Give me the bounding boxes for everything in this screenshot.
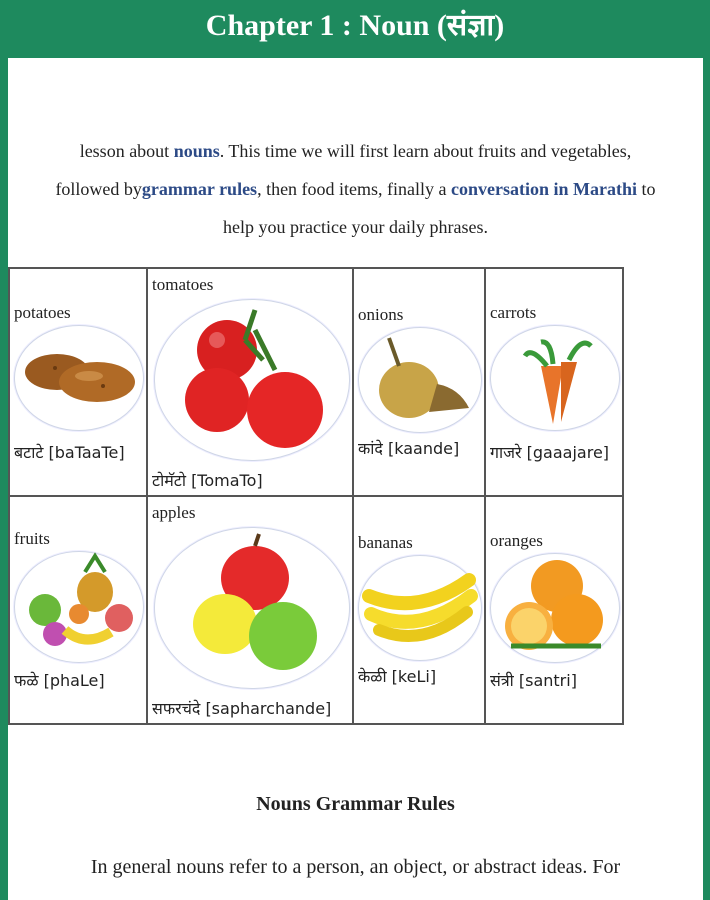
bananas-icon — [358, 555, 482, 661]
marathi-word: केळी [keLi] — [358, 667, 437, 686]
marathi-word: संत्री [santri] — [490, 671, 577, 690]
english-word: fruits — [14, 529, 50, 548]
english-word: carrots — [490, 303, 537, 322]
english-word: tomatoes — [152, 275, 214, 294]
grammar-paragraph: In general nouns refer to a person, an object, or abstract ideas. For — [90, 856, 621, 878]
marathi-word: गाजरे [gaaajare] — [490, 443, 610, 462]
fruits-icon — [14, 551, 144, 663]
english-word: bananas — [358, 533, 413, 552]
intro-paragraph — [8, 132, 703, 246]
vocab-cell-bananas — [353, 496, 485, 724]
vocabulary-table — [8, 267, 624, 725]
oranges-icon — [490, 553, 620, 663]
english-word: onions — [358, 305, 404, 324]
chapter-title: Chapter 1 : Noun (संज्ञा) — [205, 9, 505, 42]
intro-text: lesson about — [79, 141, 174, 161]
vocab-cell-potatoes — [9, 268, 147, 496]
marathi-word: टोमॅटो [TomaTo] — [152, 471, 263, 490]
potatoes-icon — [14, 325, 144, 431]
english-word: oranges — [490, 531, 543, 550]
vocab-cell-apples — [147, 496, 353, 724]
page-header — [0, 0, 710, 54]
marathi-word: फळे [phaLe] — [14, 671, 105, 690]
vocab-cell-carrots — [485, 268, 623, 496]
conversation-link[interactable]: conversation in Marathi — [451, 179, 638, 199]
english-word: potatoes — [14, 303, 71, 322]
apples-icon — [154, 527, 350, 689]
vocab-cell-tomatoes — [147, 268, 353, 496]
marathi-word: सफरचंदे [sapharchande] — [152, 699, 332, 718]
carrots-icon — [490, 325, 620, 431]
onions-icon — [358, 327, 482, 433]
intro-text: help you practice your daily phrases. — [223, 217, 488, 237]
grammar-rules-link[interactable]: grammar rules — [141, 179, 258, 199]
english-word: apples — [152, 503, 196, 522]
lesson-content[interactable] — [8, 58, 703, 900]
intro-text: to — [637, 179, 656, 199]
intro-text: . This time we will first learn about fruits and vegetables, — [219, 141, 632, 161]
vocab-cell-oranges — [485, 496, 623, 724]
vocab-cell-onions — [353, 268, 485, 496]
nouns-link[interactable]: nouns — [173, 141, 220, 161]
tomatoes-icon — [154, 299, 350, 461]
marathi-word: कांदे [kaande] — [358, 439, 460, 458]
intro-text: , then food items, finally a — [257, 179, 452, 199]
marathi-word: बटाटे [baTaaTe] — [14, 443, 125, 462]
grammar-rules-heading: Nouns Grammar Rules — [256, 793, 455, 815]
vocab-cell-fruits — [9, 496, 147, 724]
intro-text: followed by — [55, 179, 142, 199]
